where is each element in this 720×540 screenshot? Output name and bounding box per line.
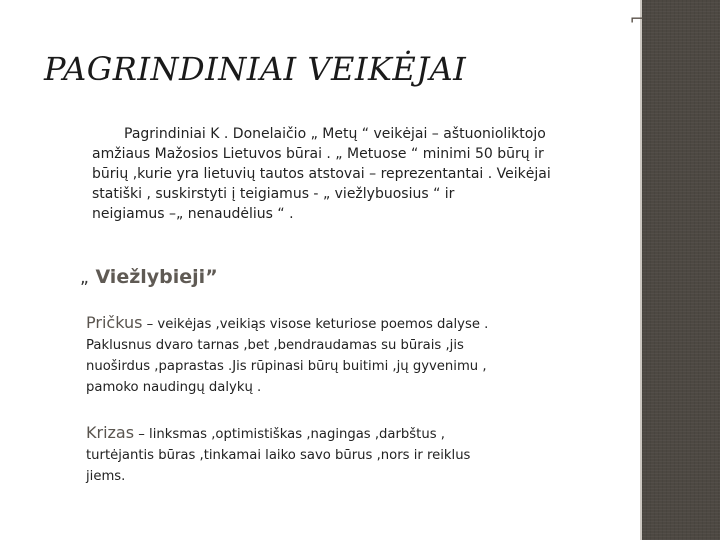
character-entry-prickus: [86, 312, 626, 398]
entry-line: jiems.: [86, 469, 126, 484]
entry-line: pamoko naudingų dalykų .: [86, 380, 262, 395]
entry-line: Paklusnus dvaro tarnas ,bet ,bendraudamas su būrais ,jis: [86, 338, 464, 353]
entry-line: nuoširdus ,paprastas .Jis rūpinasi būrų buitimi ,jų gyvenimu ,: [86, 359, 487, 374]
entry-first-line: [86, 312, 626, 335]
character-description: – veikėjas ,veikiąs visose keturiose poemos dalyse .: [142, 317, 489, 332]
intro-line: neigiamus –„ nenaudėlius “ .: [92, 206, 294, 222]
character-name: Krizas: [86, 423, 135, 442]
heading-text: Viežlybieji: [95, 266, 206, 288]
entry-first-line: [86, 422, 626, 445]
heading-close-quote: ”: [205, 266, 218, 288]
intro-paragraph: [92, 124, 632, 224]
intro-line: būrių ,kurie yra lietuvių tautos atstovai – reprezentantai . Veikėjai: [92, 166, 551, 182]
decorative-side-panel: [642, 0, 720, 540]
slide-title: PAGRINDINIAI VEIKĖJAI: [44, 50, 467, 88]
intro-line: statiški , suskirstyti į teigiamus - „ viežlybuosius “ ir: [92, 186, 455, 202]
entry-line: turtėjantis būras ,tinkamai laiko savo būrus ,nors ir reiklus: [86, 448, 471, 463]
character-entry-krizas: [86, 422, 626, 487]
decorative-mark-icon: ⌐: [629, 9, 645, 30]
intro-line: amžiaus Mažosios Lietuvos būrai . „ Metuose “ minimi 50 būrų ir: [92, 146, 544, 162]
heading-open-quote: „: [80, 268, 89, 288]
section-heading: [80, 266, 218, 288]
character-name: Pričkus: [86, 313, 143, 332]
intro-line: Pagrindiniai K . Donelaičio „ Metų “ veikėjai – aštuonioliktojo: [124, 126, 546, 142]
character-description: – linksmas ,optimistiškas ,nagingas ,darbštus ,: [134, 427, 445, 442]
